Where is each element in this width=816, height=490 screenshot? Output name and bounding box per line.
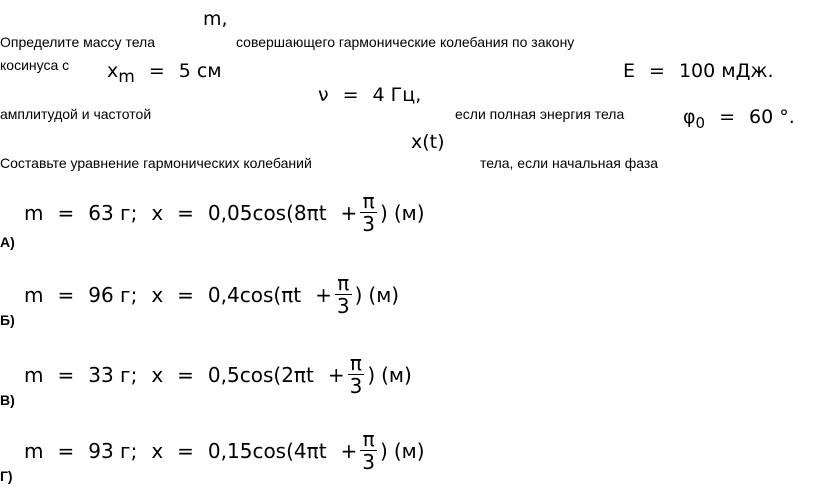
coordinate-symbol: x(t): [411, 131, 445, 153]
problem-line2-start: косинуса с: [0, 57, 70, 73]
problem-line1-start: Определите массу тела: [0, 34, 155, 50]
answer-b-formula: m = 96 г; x = 0,4 cos( πt + $\frac{\pi}{3}$ ) (м): [24, 271, 400, 318]
phase-fraction: $\frac{\pi}{3}$: [336, 271, 350, 318]
phase-formula: $\varphi_0 = 60$ °.: [683, 106, 795, 132]
amplitude-formula: $x_m = 5$ см: [107, 60, 222, 87]
answer-d-formula: m = 93 г; x = 0,15 cos( 4πt + $\frac{\pi}{3}$ ) (м): [24, 427, 425, 474]
problem-line4-end: тела, если начальная фаза: [480, 155, 659, 171]
problem-line3-end: если полная энергия тела: [455, 106, 625, 122]
answer-a-label[interactable]: А): [0, 234, 15, 250]
answer-d-label[interactable]: Г): [0, 468, 13, 484]
answer-b-label[interactable]: Б): [0, 312, 15, 328]
phase-fraction: $\frac{\pi}{3}$: [362, 427, 376, 474]
answer-c-formula: m = 33 г; x = 0,5 cos( 2πt + $\frac{\pi}{3}$ ) (м): [24, 351, 412, 398]
phase-fraction: $\frac{\pi}{3}$: [362, 189, 376, 236]
phase-fraction: $\frac{\pi}{3}$: [349, 351, 363, 398]
answer-a-formula: m = 63 г; x = 0,05 cos( 8πt + $\frac{\pi}{3}$ ) (м): [24, 189, 425, 236]
frequency-formula: ν = 4 Гц,: [318, 84, 422, 106]
mass-symbol: m,: [203, 8, 228, 30]
energy-formula: E = 100 мДж.: [623, 60, 774, 82]
answer-c-label[interactable]: В): [0, 392, 15, 408]
problem-line1-end: совершающего гармонические колебания по закону: [236, 34, 575, 50]
problem-line3-start: амплитудой и частотой: [0, 106, 152, 122]
problem-line4-start: Составьте уравнение гармонических колебаний: [0, 155, 312, 171]
